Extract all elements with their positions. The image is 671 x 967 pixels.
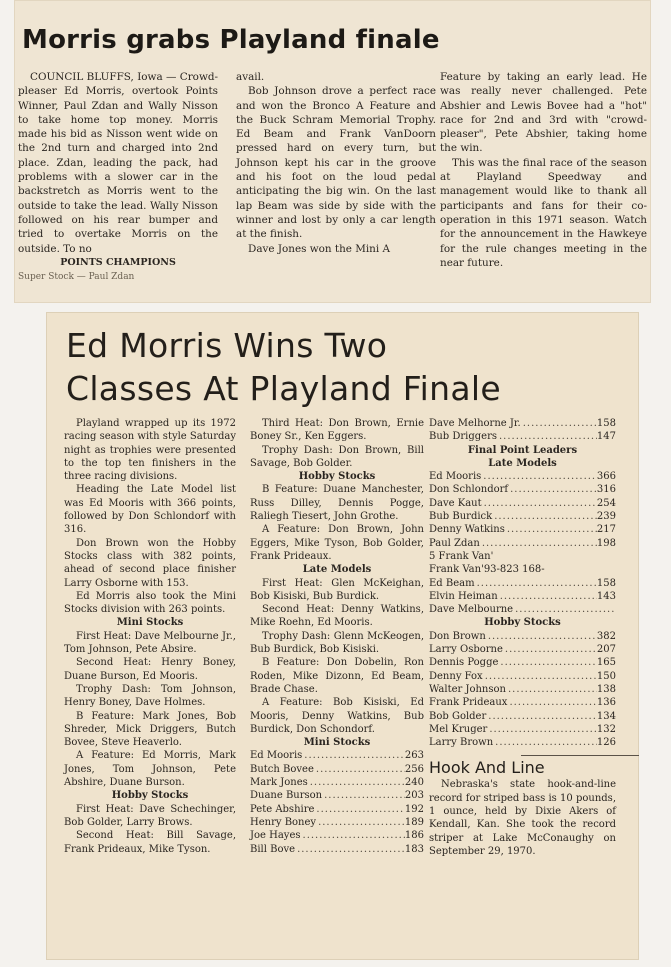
leader-dots bbox=[503, 643, 597, 656]
leader-dots bbox=[506, 683, 597, 696]
driver-name: Bob Golder bbox=[429, 710, 487, 722]
article1-column-2 bbox=[236, 70, 436, 256]
driver-name: Bub Driggers bbox=[429, 431, 497, 443]
standings-row bbox=[429, 723, 616, 736]
article2-headline bbox=[66, 324, 626, 410]
points-value: 239 bbox=[596, 511, 616, 523]
points-value: 366 bbox=[596, 471, 616, 483]
leader-dots bbox=[505, 523, 597, 536]
standings-row bbox=[429, 710, 616, 723]
leader-dots bbox=[475, 577, 597, 590]
driver-name: Bub Burdick bbox=[429, 511, 493, 523]
driver-name: Pete Abshire bbox=[250, 803, 315, 815]
paragraph: First Heat: Dave Schechinger, Bob Golder, Larry Brows. bbox=[64, 803, 236, 828]
driver-name: Larry Brown bbox=[429, 737, 494, 749]
article1-col3-paragraph: This was the final race of the season at Playland Speedway and management would like to thank all participants and fans for their co-operation in this 1971 season. Watch for the announcement in the Hawkeye for the rule changes meeting in the near future. bbox=[440, 156, 647, 269]
leader-dots bbox=[492, 510, 597, 523]
standings-row bbox=[250, 776, 424, 789]
standings-row bbox=[250, 803, 424, 816]
article2-column-3 bbox=[429, 417, 616, 858]
paragraph: B Feature: Mark Jones, Bob Shreder, Mick Driggers, Butch Bovee, Steve Heaverlo. bbox=[64, 710, 236, 749]
section-subhead: Mini Stocks bbox=[303, 737, 371, 749]
article2-column-2 bbox=[250, 417, 424, 856]
article2-column-1 bbox=[64, 417, 236, 856]
points-value: 316 bbox=[596, 484, 616, 496]
standings-row bbox=[429, 590, 616, 603]
driver-name: Duane Burson bbox=[250, 790, 323, 802]
paragraph: First Heat: Glen McKeighan, Bob Kisiski, Bub Burdick. bbox=[250, 577, 424, 602]
standings-row bbox=[429, 483, 616, 496]
article1-col2-paragraph: avail. bbox=[236, 71, 265, 83]
article2-headline-line2: Classes At Playland Finale bbox=[66, 369, 501, 408]
section-subhead: Hobby Stocks bbox=[111, 790, 189, 802]
leader-dots bbox=[487, 723, 597, 736]
driver-name: Ed Mooris bbox=[429, 471, 482, 483]
leader-dots bbox=[507, 696, 596, 709]
points-value: 192 bbox=[404, 803, 424, 815]
points-value: 158 bbox=[596, 418, 616, 429]
points-value: 183 bbox=[404, 843, 424, 855]
article2-headline-line1: Ed Morris Wins Two bbox=[66, 326, 388, 365]
points-value: 126 bbox=[596, 737, 616, 749]
leader-dots bbox=[513, 603, 616, 616]
paragraph: A Feature: Don Brown, John Eggers, Mike Tyson, Bob Golder, Frank Prideaux. bbox=[250, 524, 424, 562]
driver-name: Dave Melbourne bbox=[429, 604, 514, 616]
paragraph: Trophy Dash: Don Brown, Bill Savage, Bob Golder. bbox=[250, 444, 424, 469]
paragraph: Second Heat: Bill Savage, Frank Prideaux, Mike Tyson. bbox=[64, 830, 236, 855]
standings-row bbox=[429, 510, 616, 523]
hook-and-line-text: Nebraska's state hook-and-line record for striped bass is 10 pounds, 1 ounce, held by Dixie Akers of Kendall, Kan. She took the record striper at Lake McConaughy on September 29, 1970. bbox=[429, 779, 616, 857]
leader-dots bbox=[301, 829, 405, 842]
paragraph: Ed Morris also took the Mini Stocks division with 263 points. bbox=[64, 590, 236, 616]
paragraph: B Feature: Don Dobelin, Ron Roden, Mike Dizonn, Ed Beam, Brade Chase. bbox=[250, 657, 424, 695]
standings-row bbox=[250, 829, 424, 842]
standings-row bbox=[429, 736, 616, 749]
points-value: 207 bbox=[596, 644, 616, 656]
clipping-morris-grabs-playland-finale bbox=[14, 0, 651, 303]
leader-dots bbox=[486, 710, 597, 723]
leader-dots bbox=[322, 789, 405, 802]
standings-row bbox=[429, 537, 616, 550]
points-value: 134 bbox=[596, 710, 616, 722]
points-value: 240 bbox=[404, 777, 424, 789]
driver-name: Ed Beam bbox=[429, 577, 475, 589]
text-line: 5 Frank Van' bbox=[429, 550, 494, 562]
standings-row bbox=[429, 430, 616, 443]
driver-name: Walter Johnson bbox=[429, 683, 506, 695]
section-subhead: Final Point Leaders bbox=[467, 444, 578, 456]
hook-divider bbox=[521, 755, 639, 756]
section-subhead: Hobby Stocks bbox=[484, 617, 561, 629]
paragraph: Second Heat: Denny Watkins, Mike Roehn, Ed Mooris. bbox=[250, 604, 424, 629]
article1-cut-line: Super Stock — Paul Zdan bbox=[18, 272, 135, 283]
clipping-ed-morris-wins-two-classes bbox=[46, 312, 639, 960]
standings-row bbox=[429, 603, 616, 616]
standings-row bbox=[250, 816, 424, 829]
standings-row bbox=[250, 789, 424, 802]
standings-row bbox=[429, 497, 616, 510]
points-value: 147 bbox=[596, 431, 616, 443]
standings-row bbox=[429, 683, 616, 696]
hook-and-line-title: Hook And Line bbox=[429, 758, 545, 778]
driver-name: Bill Bove bbox=[250, 843, 296, 855]
standings-row bbox=[429, 696, 616, 709]
standings-row bbox=[429, 417, 616, 430]
article1-col2-paragraph: Dave Jones won the Mini A bbox=[248, 242, 390, 255]
standings-row bbox=[250, 763, 424, 776]
driver-name: Larry Osborne bbox=[429, 644, 503, 656]
article1-subhead: POINTS CHAMPIONS bbox=[60, 256, 176, 268]
driver-name: Dave Kaut bbox=[429, 497, 482, 509]
points-value: 132 bbox=[596, 723, 616, 735]
standings-row bbox=[429, 643, 616, 656]
points-value: 256 bbox=[404, 763, 424, 775]
section-subhead: Hobby Stocks bbox=[298, 471, 376, 483]
points-value: 165 bbox=[596, 657, 616, 669]
leader-dots bbox=[498, 590, 597, 603]
leader-dots bbox=[497, 430, 597, 443]
points-value: 143 bbox=[596, 590, 616, 602]
paragraph: Don Brown won the Hobby Stocks class with 382 points, ahead of second place finisher Larry Osborne with 153. bbox=[64, 537, 236, 589]
driver-name: Butch Bovee bbox=[250, 763, 314, 775]
article1-column-3 bbox=[440, 70, 647, 270]
leader-dots bbox=[486, 630, 597, 643]
paragraph: A Feature: Ed Morris, Mark Jones, Tom Johnson, Pete Abshire, Duane Burson. bbox=[64, 750, 236, 789]
driver-name: Dave Melhorne Jr. bbox=[429, 418, 521, 429]
leader-dots bbox=[498, 656, 597, 669]
driver-name: Mark Jones bbox=[250, 777, 308, 789]
driver-name: Denny Watkins bbox=[429, 524, 505, 536]
article1-col2-paragraph: Bob Johnson drove a perfect race and won the Bronco A Feature and the Buck Schram Memorial Trophy. Ed Beam and Frank VanDoorn pressed hard on every turn, but Johnson kept his car in the groove and his foot on the loud pedal anticipating the big win. On the last lap Beam was side by side with the winner and lost by only a car length at the finish. bbox=[236, 85, 436, 241]
driver-name: Joe Hayes bbox=[250, 830, 301, 842]
driver-name: Don Schlondorf bbox=[429, 484, 509, 496]
section-subhead: Mini Stocks bbox=[116, 617, 184, 629]
driver-name: Denny Fox bbox=[429, 670, 483, 682]
standings-row bbox=[429, 656, 616, 669]
points-value: 138 bbox=[596, 683, 616, 695]
leader-dots bbox=[480, 537, 597, 550]
paragraph: Trophy Dash: Tom Johnson, Henry Boney, Dave Holmes. bbox=[64, 683, 236, 709]
driver-name: Dennis Pogge bbox=[429, 657, 499, 669]
points-value: 189 bbox=[404, 816, 424, 828]
driver-name: Don Brown bbox=[429, 630, 486, 642]
article1-col1-paragraph: COUNCIL BLUFFS, Iowa — Crowd-pleaser Ed Morris, overtook Points Winner, Paul Zdan and Wally Nisson to take home top money. Morris made his bid as Nisson went wide on the 2nd turn and charged into 2nd place. Zdan, leading the pack, had problems with a slower car in the backstretch as Morris went to the outside to take the lead. Wally Nisson followed on his rear bumper and tried to overtake Morris on the outside. To no bbox=[18, 71, 218, 255]
paragraph: Second Heat: Henry Boney, Duane Burson, Ed Mooris. bbox=[64, 657, 236, 682]
leader-dots bbox=[521, 417, 597, 430]
standings-row bbox=[429, 470, 616, 483]
leader-dots bbox=[482, 497, 597, 510]
leader-dots bbox=[302, 749, 405, 762]
points-value: 136 bbox=[596, 697, 616, 709]
points-value: 186 bbox=[404, 830, 424, 842]
driver-name: Paul Zdan bbox=[429, 537, 480, 549]
leader-dots bbox=[295, 843, 405, 856]
standings-row bbox=[429, 577, 616, 590]
article1-col3-paragraph: Feature by taking an early lead. He was really never challenged. Pete Abshier and Lewis Bovee had a "hot" race for 2nd and 3rd with "crowd-pleaser", Pete Abshier, taking home the win. bbox=[440, 71, 647, 155]
standings-row bbox=[429, 523, 616, 536]
driver-name: Mel Kruger bbox=[429, 723, 488, 735]
paragraph: A Feature: Bob Kisiski, Ed Mooris, Denny Watkins, Bub Burdick, Don Schondorf. bbox=[250, 697, 424, 735]
article1-headline: Morris grabs Playland finale bbox=[22, 25, 440, 55]
points-value: 198 bbox=[596, 537, 616, 549]
paragraph: Playland wrapped up its 1972 racing season with style Saturday night as trophies were presented to the top ten finishers in the three racing divisions. bbox=[64, 418, 236, 483]
leader-dots bbox=[508, 483, 597, 496]
leader-dots bbox=[314, 803, 405, 816]
text-line: Frank Van'93-823 168- bbox=[429, 564, 545, 576]
points-value: 150 bbox=[596, 670, 616, 682]
article2-column-3-items bbox=[429, 417, 616, 749]
standings-row bbox=[250, 749, 424, 762]
paragraph: Heading the Late Model list was Ed Mooris with 366 points, followed by Don Schlondorf with 316. bbox=[64, 484, 236, 536]
paragraph: First Heat: Dave Melbourne Jr., Tom Johnson, Pete Absire. bbox=[64, 630, 236, 656]
standings-row bbox=[429, 670, 616, 683]
leader-dots bbox=[314, 763, 405, 776]
points-value: 263 bbox=[404, 750, 424, 762]
driver-name: Elvin Heiman bbox=[429, 590, 498, 602]
section-subhead: Late Models bbox=[302, 564, 372, 576]
leader-dots bbox=[316, 816, 405, 829]
paragraph: Third Heat: Don Brown, Ernie Boney Sr., Ken Eggers. bbox=[250, 418, 424, 443]
driver-name: Ed Mooris bbox=[250, 750, 303, 762]
standings-row bbox=[250, 843, 424, 856]
paragraph: B Feature: Duane Manchester, Russ Dilley, Dennis Pogge, Raliegh Tiesert, John Grothe. bbox=[250, 484, 424, 523]
article1-column-1 bbox=[18, 70, 218, 284]
section-subhead: Late Models bbox=[488, 457, 557, 469]
leader-dots bbox=[481, 470, 597, 483]
points-value: 382 bbox=[596, 630, 616, 642]
leader-dots bbox=[493, 736, 597, 749]
points-value: 158 bbox=[596, 577, 616, 589]
driver-name: Frank Prideaux bbox=[429, 697, 508, 709]
standings-row bbox=[429, 630, 616, 643]
points-value: 254 bbox=[596, 497, 616, 509]
points-value: 203 bbox=[404, 790, 424, 802]
driver-name: Henry Boney bbox=[250, 816, 317, 828]
leader-dots bbox=[308, 776, 405, 789]
points-value: 217 bbox=[596, 524, 616, 536]
paragraph: Trophy Dash: Glenn McKeogen, Bub Burdick, Bob Kisiski. bbox=[250, 630, 424, 656]
leader-dots bbox=[483, 670, 597, 683]
